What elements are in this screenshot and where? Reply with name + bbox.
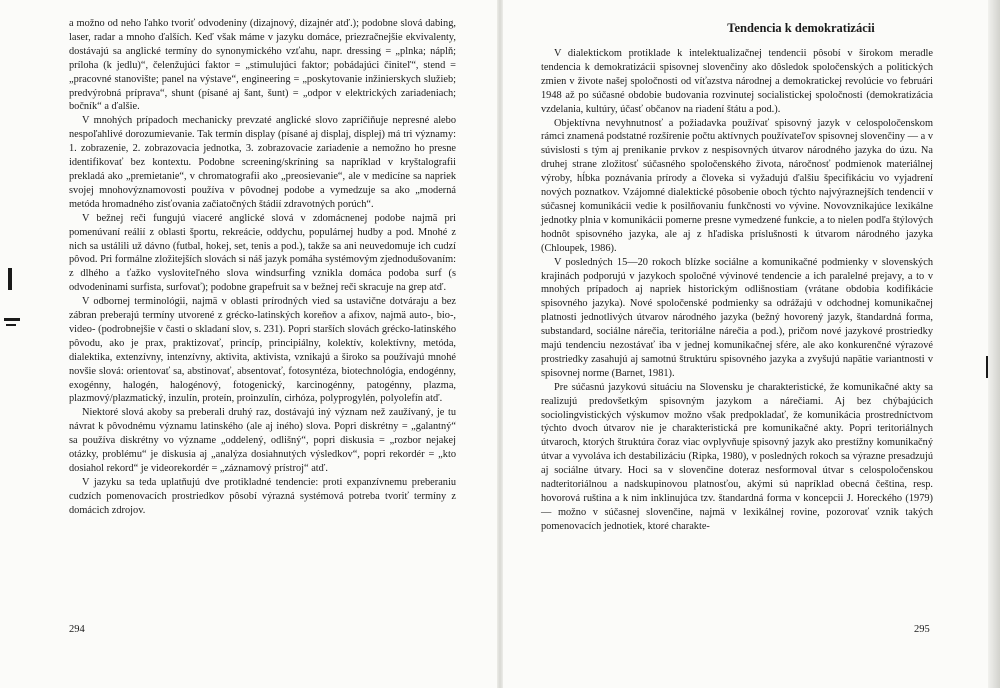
section-title: Tendencia k demokratizácii bbox=[727, 21, 875, 35]
scan-edge-shadow bbox=[988, 0, 1000, 688]
page-number: 295 bbox=[914, 624, 930, 635]
scan-artifact-mark bbox=[4, 318, 20, 321]
scan-artifact-mark bbox=[8, 268, 12, 290]
paragraph: V posledných 15—20 rokoch blízke sociálne a komunikačné podmienky v slovenských krajinách podporujú v jazykoch spoločné vývinové tendencie a ich paralelné prejavy, a to v mnohých prípadoch aj napriek historickým odlišnostiam (vrátane obdobia kodifikácie spisovného jazyka). Nové spoločenské podmienky sa odrážajú v odchodnej komunikačnej platnosti jednotlivých útvarov národného jazyka (bežný hovorený jazyk, štandardná forma, substandard, sociálne nárečia, teritoriálne nárečia a pod.), pričom nové jazykové prostriedky majú tendenciu nezostávať iba v jednej komunikačnej sfére, ale ako konkurenčné výrazové prostriedky zasahujú aj samotnú štruktúru spisovného jazyka a zvyšujú napätie variantnosti v spisovnej norme (Barnet, 1981). bbox=[541, 256, 933, 379]
page-number: 294 bbox=[69, 624, 85, 635]
paragraph: Pre súčasnú jazykovú situáciu na Slovensku je charakteristické, že komunikačné akty sa realizujú predovšetkým spisovným jazykom a nárečiami. Aj bez chýbajúcich sociolingvistických výskumov možno však predpokladať, že komunikácia prostredníctvom týchto dvoch útvarov nie je charakteristická pre komunikačné akty. Popri teritoriálnych útvaroch, ktorých štruktúra čoraz viac ovplyvňuje spisovný jazyk ako prestížny komunikačný útvar a vyvoláva ich destabilizáciu (Ripka, 1980), v posledných rokoch sa výrazne presadzujú aj sociálne útvary. Hoci sa v slovenčine doteraz nesformoval útvar s celospoločenskou nadteritoriálnou a nadskupinovou platnosťou, akými sú napríklad obecná čeština, resp. hovorová ruština a k nim inklinujúca tzv. štandardná forma v koncepcii J. Horeckého (1979) — možno v súčasnej slovenčine, najmä v lexikálnej rovine, pozorovať vznik takých pomenovacích jednotiek, ktoré charakte- bbox=[541, 381, 933, 532]
paragraph: V dialektickom protiklade k intelektualizačnej tendencii pôsobí v širokom meradle tendencia k demokratizácii spisovnej slovenčiny ako dôsledok spoločenských a politických zmien v živote našej spoločnosti od víťazstva národnej a demokratickej revolúcie vo februári 1948 až po súčasné obdobie budovania rozvinutej socialistickej spoločnosti (demokratizácia vzdelania, kultúry, účasť občanov na riadení štátu a pod.). bbox=[541, 48, 933, 115]
paragraph: Niektoré slová akoby sa preberali druhý raz, dostávajú iný význam než zaužívaný, je tu návrat k pôvodnému významu latinského (ale aj iného) slova. Popri diskrétny = „galantný“ sa používa diskrétny vo význame „oddelený, odlišný“, popri diskusia = „rozbor nejakej otázky, problému“ je diskusia aj „analýza dosiahnutých výsledkov“, popri rekordér = „kto dosiahol rekord“ je videorekordér = „záznamový prístroj“ atď. bbox=[69, 407, 456, 474]
right-page bbox=[500, 0, 1000, 688]
paragraph: V bežnej reči fungujú viaceré anglické slová v zdomácnenej podobe najmä pri pomenúvaní reálií z oblasti športu, rekreácie, oddychu, populárnej hudby a pod. Mnohé z nich sa ustálili už dávno (futbal, hokej, set, tenis a pod.), takže sa ani neuvedomuje ich cudzí pôvod. Pri formálne zložitejších slovách si náš jazyk pomáha systémovým zjednodušovaním: z dlhého a ťažko vysloviteľného slova windsurfing vznikla domáca podoba surf (s odvodeninami surfista, surfovať); podobne grapefruit sa v bežnej reči skracuje na grep atď. bbox=[69, 212, 456, 294]
paragraph: V odbornej terminológii, najmä v oblasti prírodných vied sa ustavične dotváraju a bez zábran preberajú termíny utvorené z grécko-latinských koreňov a afixov, najmä auto-, bio-, video- (podrobnejšie v časti o skladaní slov, s. 231). Popri starších slovách grécko-latinského pôvodu, ako je prax, praktizovať, princíp, principiálny, kolektív, kolektívny, metóda, dialektika, extenzívny, intenzívny, aktivita, aktivista, vznikajú a široko sa používajú mnohé novšie slová: orientovať sa, abstinovať, absentovať, fotosyntéza, biotechnológia, endogénny, exogénny, halogén, halogénový, fotogenický, karcinogénny, patogénny, plazma, plazmový/plazmatický, inzulín, proteín, proinzulín, cirhóza, polyprogylén, polyolefín atď. bbox=[69, 296, 456, 405]
paragraph: a možno od neho ľahko tvoriť odvodeniny (dizajnový, dizajnér atď.); podobne slová dabing, laser, radar a mnoho ďalších. Keď však máme v jazyku domáce, priezračnejšie ekvivalenty, dostávajú sa anglické termíny do synonymického vzťahu, napr. dressing = „plnka; náplň; príloha (k jedlu)“, čelenžujúci faktor = „stimulujúci faktor; pobádajúci činiteľ“, stend = „pracovné stanovište; panel na výstave“, engineering = „poskytovanie inžinierskych služieb; predvýrobná príprava“, shunt (písané aj šant, šunt) = „odpor v elektrických zariadeniach; bočník“ a ďalšie. bbox=[69, 18, 456, 113]
paragraph: V mnohých prípadoch mechanicky prevzaté anglické slovo zapríčiňuje nepresné alebo nespoľahlivé dorozumievanie. Tak termín display (písané aj displaj, displej) má tri významy: 1. zobrazenie, 2. zobrazovacia jednotka, 3. zobrazovacie zariadenie a nemožno ho presne identifikovať bez kontextu. Podobne screening/skríning sa napríklad v kryštalografii prekladá ako „premietanie“, v chromatografii ako „preosievanie“, ale v medicíne sa napriek svojej mnohovýznamovosti používa v pôvodnej podobe a vymedzuje sa ako „moderná metóda hromadného zisťovania začiatočných štádií zdravotných porúch“. bbox=[69, 115, 456, 210]
right-page-body bbox=[541, 47, 933, 534]
scan-artifact-mark bbox=[6, 324, 16, 326]
left-page-body bbox=[69, 17, 456, 518]
paragraph: Objektívna nevyhnutnosť a požiadavka používať spisovný jazyk v celospoločenskom rámci znamená podstatné rozšírenie počtu aktívnych používateľov spisovnej slovenčiny — a v súvislosti s tým aj prenikanie prvkov z nespisovných útvarov národného jazyka do úzu. Na druhej strane zložitosť súčasného spoločenského života, náročnosť podmienok materiálnej výroby, hĺbka poznávania prírody a človeka si vyžadujú ďalšiu špecifikáciu vo vyjadrení nových poznatkov. Vzájomné dialektické pôsobenie oboch týchto najvýraznejších tendencií v súčasnej komunikácii vedie k posilňovaniu funkčnosti vo vývine. Novovznikajúce lexikálne jednotky plnia v komunikácii pomerne presne vymedzené funkcie, a to nielen podľa štýlových hodnôt spisovného jazyka, ale aj z hľadiska príslušnosti k útvarom národného jazyka (Chloupek, 1986). bbox=[541, 117, 933, 254]
paragraph: V jazyku sa teda uplatňujú dve protikladné tendencie: proti expanzívnemu preberaniu cudzích pomenovacích prostriedkov pôsobí výrazná systémová potreba tvoriť termíny z domácich zdrojov. bbox=[69, 476, 456, 516]
